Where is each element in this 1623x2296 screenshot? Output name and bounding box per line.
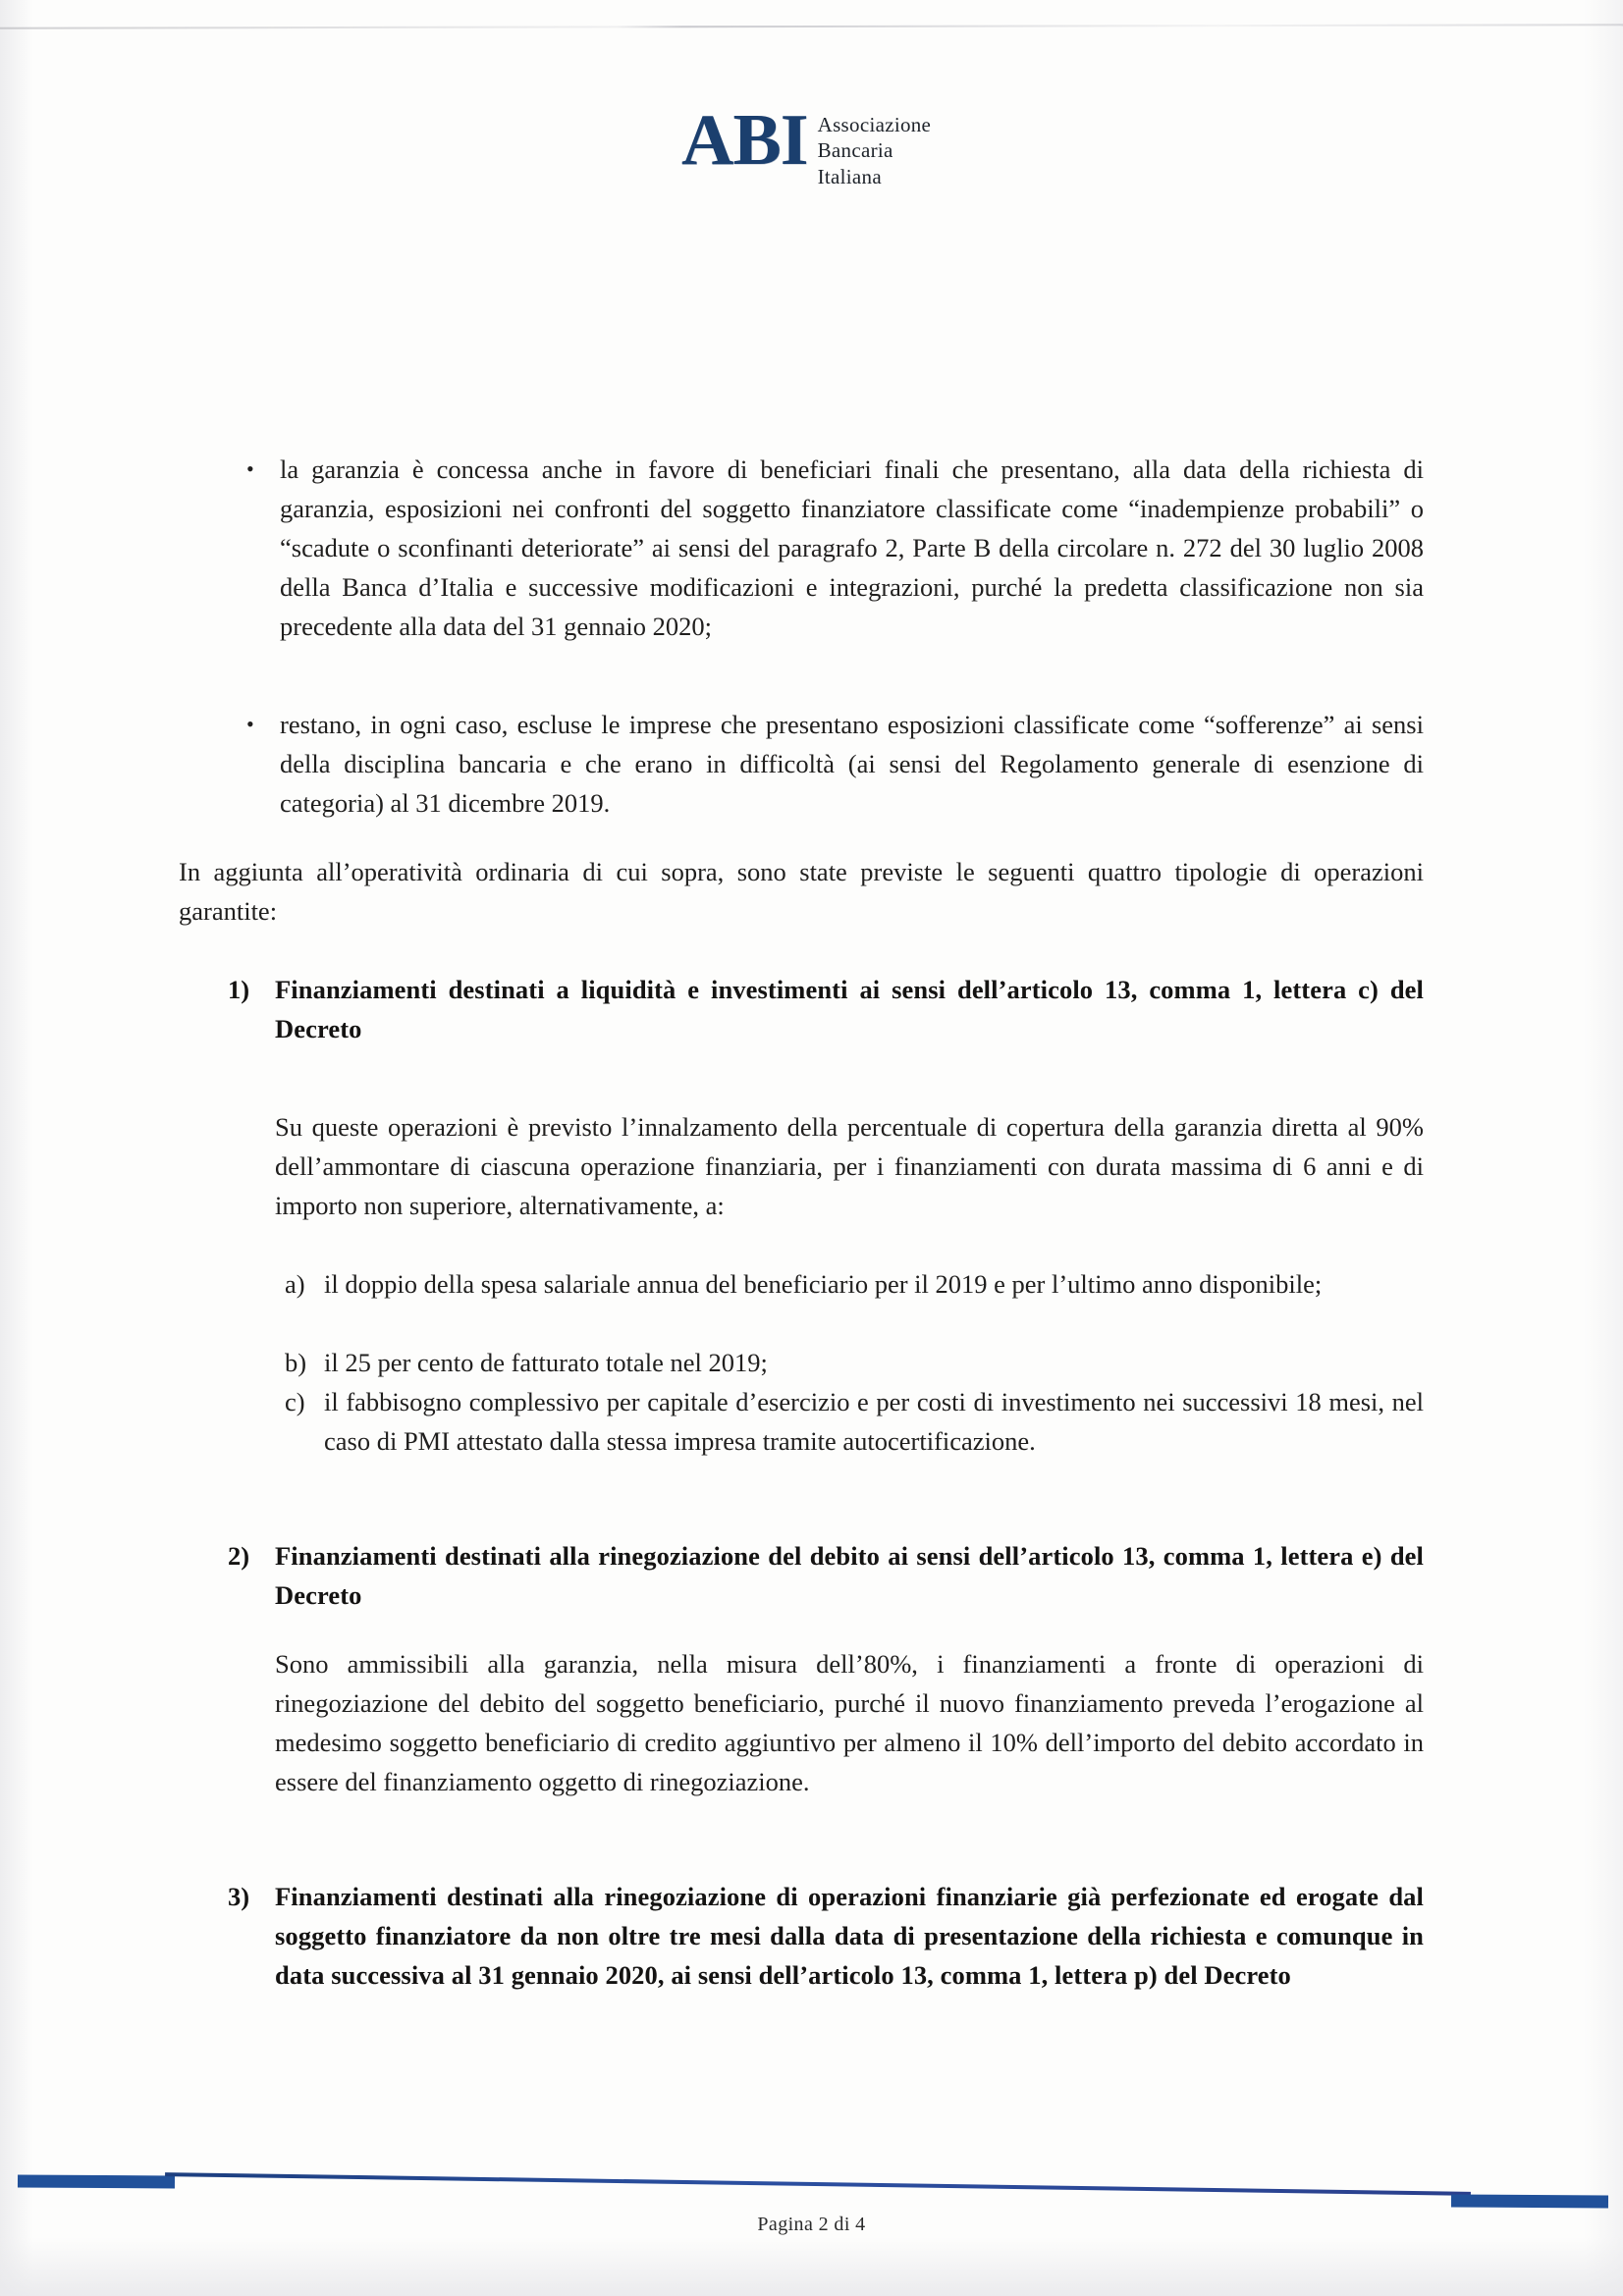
list-item-text: la garanzia è concessa anche in favore di beneficiari finali che presentano, alla data della richiesta di garanzia, esposizioni nei confronti del soggetto finanziatore classificate come “inadempienze probabili” o “scadute o sconfinanti deteriorate” ai sensi del paragrafo 2, Parte B della circolare n. 272 del 30 luglio 2008 della Banca d’Italia e successive modificazioni e integrazioni, purché la predetta classificazione non sia precedente alla data del 31 gennaio 2020;	[280, 454, 1424, 641]
scan-artifact-bottom	[0, 2237, 1623, 2296]
sub-list-item-a	[285, 1264, 1424, 1304]
sub-list-text: il doppio della spesa salariale annua del beneficiario per il 2019 e per l’ultimo anno disponibile;	[324, 1269, 1323, 1299]
sub-list-marker: a)	[285, 1269, 305, 1299]
page-number: Pagina 2 di 4	[757, 2214, 866, 2235]
abi-logo-wordmark	[818, 112, 932, 189]
section-1-body: Su queste operazioni è previsto l’innalzamento della percentuale di copertura della garanzia diretta al 90% dell’ammontare di ciascuna operazione finanziaria, per i finanziamenti con durata massima di 6 anni e di importo non superiore, alternativamente, a:	[275, 1112, 1424, 1220]
section-number: 3)	[228, 1882, 250, 1911]
abi-logo-line-associazione: Associazione	[817, 113, 932, 136]
section-2-body: Sono ammissibili alla garanzia, nella misura dell’80%, i finanziamenti a fronte di operazioni di rinegoziazione del debito del soggetto beneficiario, purché il nuovo finanziamento preveda l’erogazione al medesimo soggetto beneficiario di credito aggiuntivo per almeno il 10% dell’importo del debito accordato in essere del finanziamento oggetto di rinegoziazione.	[275, 1649, 1424, 1796]
sub-list-text: il fabbisogno complessivo per capitale d’esercizio e per costi di investimento nei successivi 18 mesi, nel caso di PMI attestato dalla stessa impresa tramite autocertificazione.	[324, 1387, 1424, 1456]
section-heading-text: Finanziamenti destinati alla rinegoziazione di operazioni finanziarie già perfezionate ed erogate dal soggetto finanziatore da non oltre tre mesi dalla data di presentazione della richiesta e comunque in data successiva al 31 gennaio 2020, ai sensi dell’articolo 13, comma 1, lettera p) del Decreto	[275, 1882, 1424, 1990]
section-number: 2)	[228, 1541, 250, 1571]
bullet-icon: •	[246, 456, 254, 481]
abi-logo-line-italiana: Italiana	[817, 164, 882, 188]
section-heading-2	[228, 1536, 1424, 1615]
scan-artifact-left	[0, 0, 33, 2296]
section-heading-3	[228, 1877, 1424, 1995]
section-heading-text: Finanziamenti destinati a liquidità e investimenti ai sensi dell’articolo 13, comma 1, lettera c) del Decreto	[275, 975, 1424, 1043]
sub-list-marker: b)	[285, 1348, 307, 1377]
sub-list-marker: c)	[285, 1387, 305, 1416]
list-item	[241, 450, 1424, 646]
sub-list-item-c	[285, 1382, 1424, 1461]
sub-list-item-b	[285, 1343, 1424, 1382]
section-heading-1	[228, 970, 1424, 1048]
abi-logo-mark: ABI	[681, 100, 808, 181]
intro-paragraph: In aggiunta all’operatività ordinaria di cui sopra, sono state previste le seguenti quattro tipologie di operazioni garantite:	[179, 857, 1424, 926]
scan-artifact-right	[1584, 0, 1623, 2296]
list-item-text: restano, in ogni caso, escluse le imprese che presentano esposizioni classificate come “sofferenze” ai sensi della disciplina bancaria e che erano in difficoltà (ai sensi del Regolamento generale di esenzione di categoria) al 31 dicembre 2019.	[280, 710, 1424, 818]
footer-rule-line	[165, 2172, 1471, 2196]
abi-logo	[681, 100, 932, 189]
footer-rule-cap-left	[18, 2175, 175, 2189]
scan-artifact-top-line	[0, 24, 1623, 28]
bullet-icon: •	[246, 712, 254, 736]
section-heading-text: Finanziamenti destinati alla rinegoziazione del debito ai sensi dell’articolo 13, comma 1, lettera e) del Decreto	[275, 1541, 1424, 1610]
footer-decorative-rule	[18, 2171, 1608, 2211]
sub-list-text: il 25 per cento de fatturato totale nel 2019;	[324, 1348, 768, 1377]
section-number: 1)	[228, 975, 250, 1004]
abi-logo-line-bancaria: Bancaria	[817, 138, 893, 163]
footer-rule-cap-right	[1451, 2195, 1608, 2209]
list-item	[241, 705, 1424, 823]
